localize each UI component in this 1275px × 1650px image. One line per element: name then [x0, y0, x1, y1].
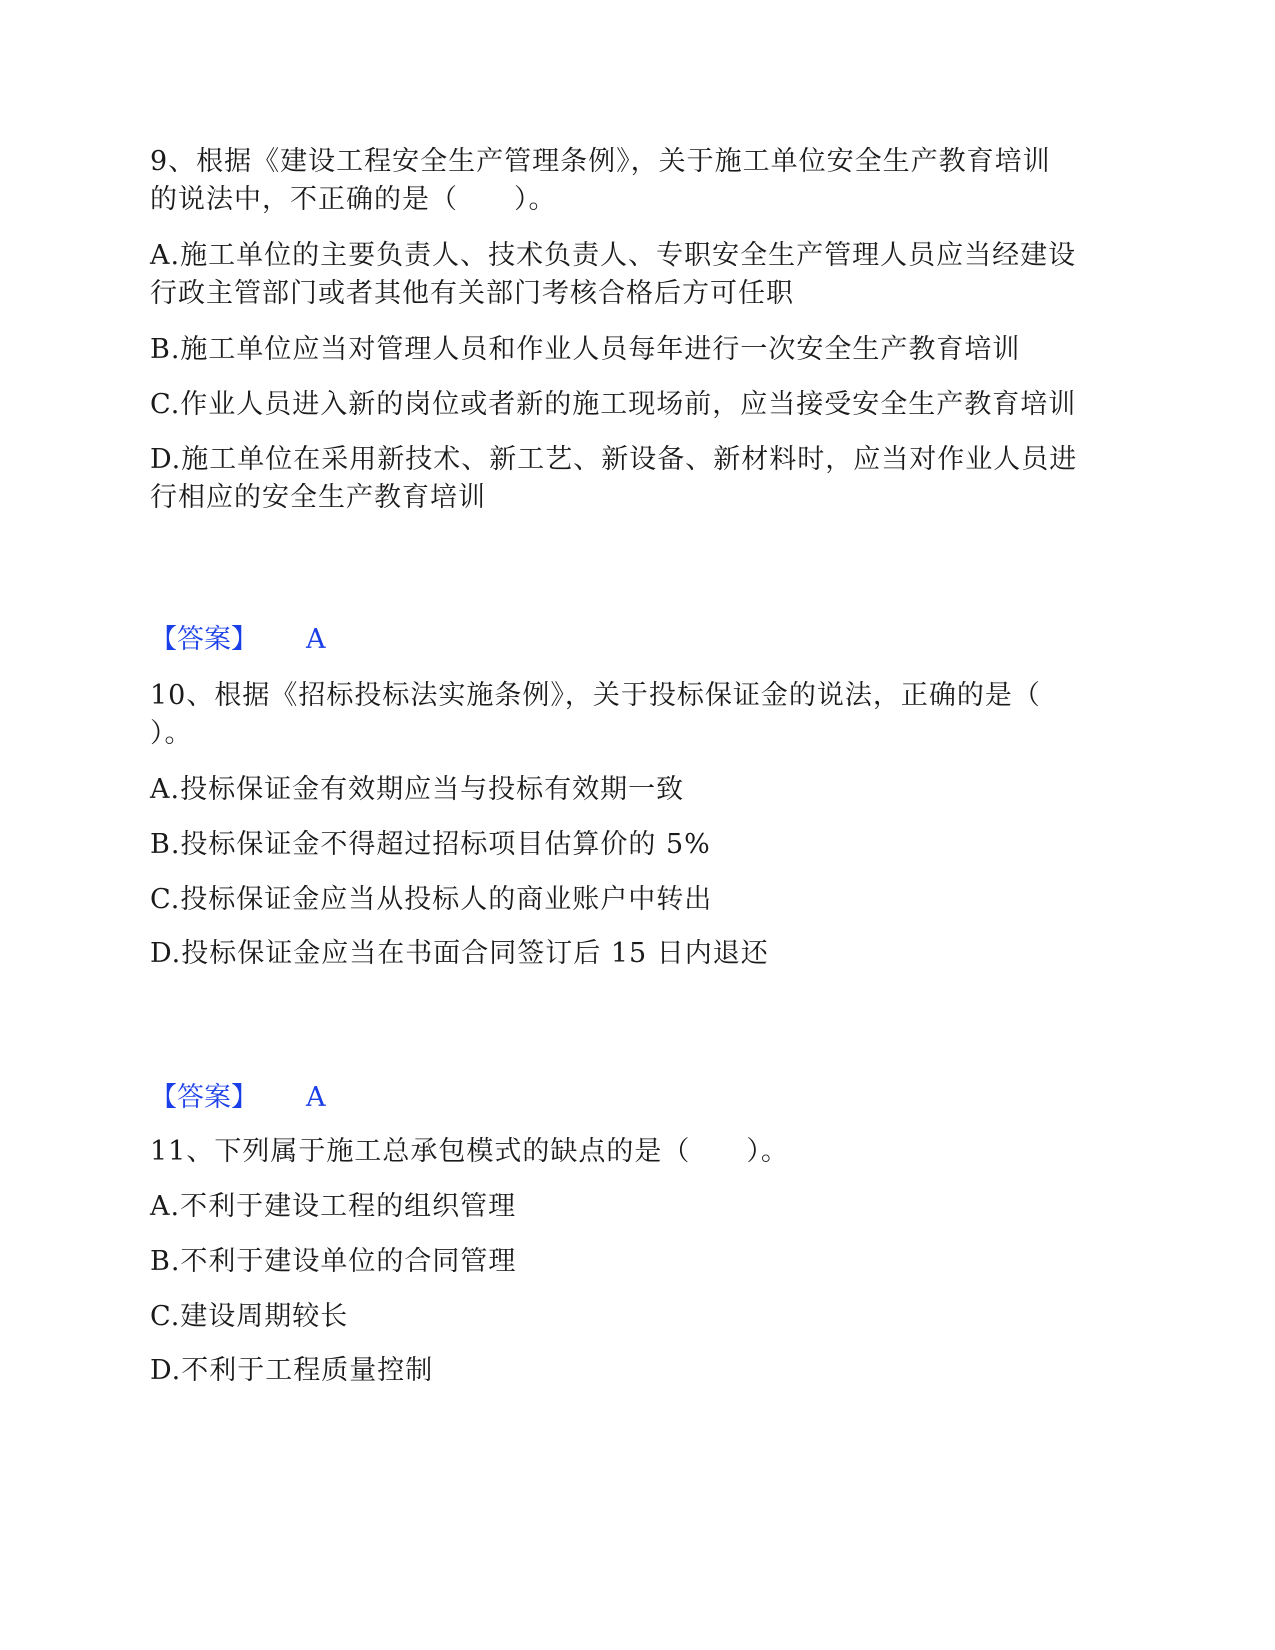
question-10-option-d: D.投标保证金应当在书面合同签订后 15 日内退还 — [150, 938, 769, 969]
answer-label: 【答案】 — [150, 624, 258, 655]
question-11-option-c: C.建设周期较长 — [150, 1301, 349, 1332]
question-9-option-a-line-1: A.施工单位的主要负责人、技术负责人、专职安全生产管理人员应当经建设 — [150, 240, 1077, 271]
question-10-option-b: B.投标保证金不得超过招标项目估算价的 5% — [150, 829, 711, 860]
answer-label: 【答案】 — [150, 1082, 258, 1113]
question-9-option-d-line-2: 行相应的安全生产教育培训 — [150, 482, 486, 513]
question-11-option-a: A.不利于建设工程的组织管理 — [150, 1191, 517, 1222]
question-9-option-b: B.施工单位应当对管理人员和作业人员每年进行一次安全生产教育培训 — [150, 334, 1021, 365]
question-9-option-d-line-1: D.施工单位在采用新技术、新工艺、新设备、新材料时，应当对作业人员进 — [150, 444, 1078, 475]
answer-value: A — [306, 1082, 326, 1113]
question-11-option-b: B.不利于建设单位的合同管理 — [150, 1246, 517, 1277]
question-10-stem-line-1: 10、根据《招标投标法实施条例》，关于投标保证金的说法，正确的是（ — [150, 680, 1041, 711]
question-11-option-d: D.不利于工程质量控制 — [150, 1355, 434, 1386]
question-9-option-c: C.作业人员进入新的岗位或者新的施工现场前，应当接受安全生产教育培训 — [150, 389, 1077, 420]
question-9-stem-line-2: 的说法中，不正确的是（ ）。 — [150, 184, 557, 215]
answer-value: A — [306, 624, 326, 655]
question-11-stem: 11、下列属于施工总承包模式的缺点的是（ ）。 — [150, 1136, 789, 1167]
question-10-option-c: C.投标保证金应当从投标人的商业账户中转出 — [150, 884, 713, 915]
question-10-stem-line-2: ）。 — [150, 718, 193, 749]
question-10-answer — [150, 1078, 326, 1118]
question-9-option-a-line-2: 行政主管部门或者其他有关部门考核合格后方可任职 — [150, 278, 794, 309]
question-10-option-a: A.投标保证金有效期应当与投标有效期一致 — [150, 774, 685, 805]
question-9-stem-line-1: 9、根据《建设工程安全生产管理条例》，关于施工单位安全生产教育培训 — [150, 146, 1051, 177]
question-9-answer — [150, 620, 326, 660]
